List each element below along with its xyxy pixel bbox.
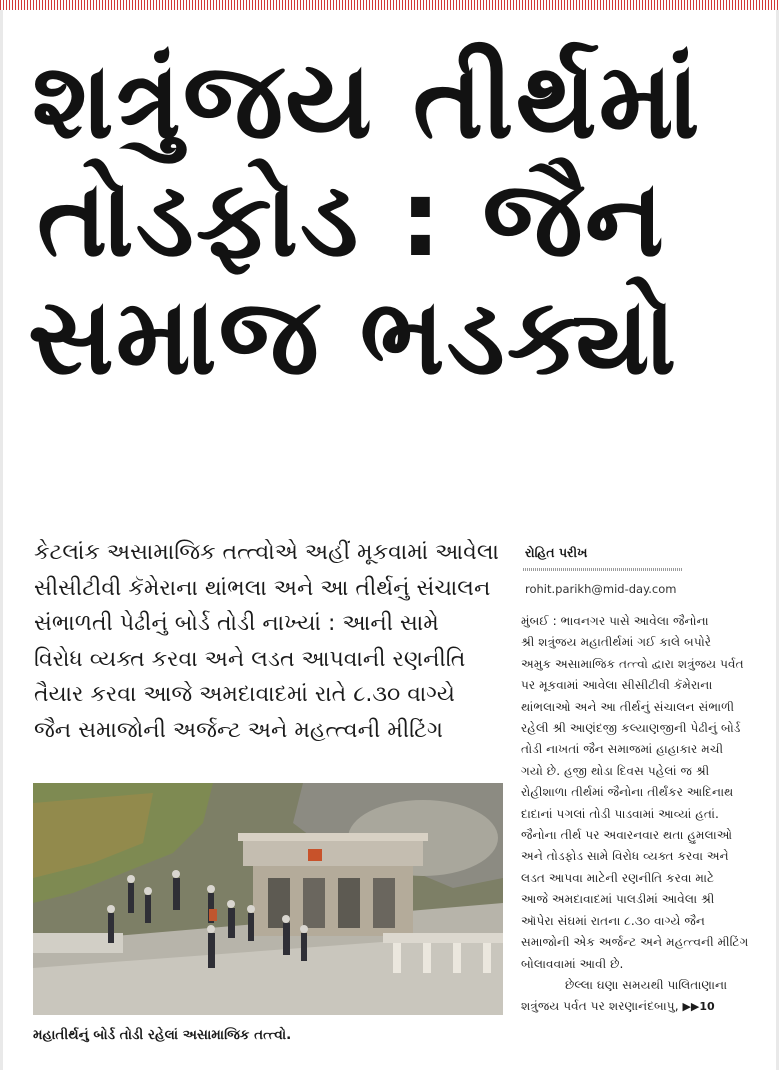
body-line: આજે અમદાવાદમાં પાલડીમાં આવેલા શ્રી	[521, 892, 715, 907]
deck-summary	[34, 535, 504, 748]
photo-caption: મહાતીર્થનું બોર્ડ તોડી રહેલાં અસામાજિક તત્ત્વો.	[33, 1027, 292, 1043]
body-line: અને તોડફોડ સામે વિરોધ વ્યક્ત કરવા અને	[521, 849, 729, 864]
deck-line: તૈયાર કરવા આજે અમદાવાદમાં રાતે ૮.૩૦ વાગ્યે	[34, 682, 455, 707]
news-photo	[33, 783, 503, 1015]
page-left-edge	[0, 10, 3, 1070]
temple-scene-illustration	[33, 783, 503, 1015]
headline-line-1: શત્રુંજય તીર્થમાં	[32, 39, 702, 162]
continued-page-link[interactable]: ▶▶10	[682, 1000, 715, 1014]
body-last-line	[521, 996, 756, 1017]
body-line: મુંબઈ : ભાવનગર પાસે આવેલા જૈનોના	[521, 614, 709, 628]
deck-line: વિરોધ વ્યક્ત કરવા અને લડત આપવાની રણનીતિ	[34, 646, 466, 672]
deck-line: સંભાળતી પેઢીનું બોર્ડ તોડી નાખ્યાં : આની સામે	[34, 611, 439, 636]
body-line: તોડી નાખતાં જૈન સમાજમાં હાહાકાર મચી	[521, 742, 724, 757]
body-line: રોહીશાળા તીર્થમાં જૈનોના તીર્થંકર આદિનાથ	[521, 785, 734, 800]
body-line: ઑપેરા સંઘમાં રાતના ૮.૩૦ વાગ્યે જૈન	[521, 913, 705, 928]
body-line: બોલાવવામાં આવી છે.	[521, 956, 624, 971]
deck-line: કેટલાંક અસામાજિક તત્ત્વોએ અહીં મૂકવામાં આવેલા	[34, 540, 499, 565]
body-line: શ્રી શત્રુંજય મહાતીર્થમાં ગઈ કાલે બપોરે	[521, 635, 712, 650]
body-line: ગયો છે. હજી થોડા દિવસ પહેલાં જ શ્રી	[521, 763, 710, 778]
body-line: પર મૂકવામાં આવેલા સીસીટીવી કૅમેરાના	[521, 678, 713, 693]
article-body	[521, 611, 756, 1018]
body-line: રહેલી શ્રી આણંદજી કલ્યાણજીની પેઢીનું બોર્ડ	[521, 721, 741, 736]
byline-name: રોહિત પરીખ	[525, 545, 588, 560]
top-color-rule	[0, 0, 779, 10]
body-line: થાંભલાઓ અને આ તીર્થનું સંચાલન સંભાળી	[521, 699, 735, 714]
body-line-indented: છેલ્લા ઘણા સમયથી પાલિતાણાના	[565, 977, 728, 992]
byline-divider	[523, 568, 683, 571]
body-line: અમુક અસામાજિક તત્ત્વો દ્વારા શત્રુંજય પર્વત	[521, 656, 744, 671]
body-last-line-text: શત્રુંજય પર્વત પર શરણાનંદબાપુ,	[521, 999, 679, 1014]
body-line: લડત આપવા માટેની રણનીતિ કરવા માટે	[521, 870, 715, 885]
headline	[22, 39, 757, 398]
byline-email: rohit.parikh@mid-day.com	[525, 582, 677, 596]
body-line: દાદાનાં પગલાં તોડી પાડવામાં આવ્યાં હતાં.	[521, 806, 719, 821]
headline-line-3: સમાજ ભડક્યો	[28, 275, 679, 398]
body-line: સમાજોની એક અર્જન્ટ અને મહત્ત્વની મીટિંગ	[521, 935, 749, 950]
deck-line: જૈન સમાજોની અર્જન્ટ અને મહત્ત્વની મીટિંગ	[34, 717, 443, 743]
body-line: જૈનોના તીર્થ પર અવારનવાર થતા હુમલાઓ	[521, 828, 733, 843]
headline-line-2: તોડફોડ : જૈન	[37, 157, 666, 280]
deck-line: સીસીટીવી કૅમેરાના થાંભલા અને આ તીર્થનું સંચાલન	[34, 575, 491, 601]
